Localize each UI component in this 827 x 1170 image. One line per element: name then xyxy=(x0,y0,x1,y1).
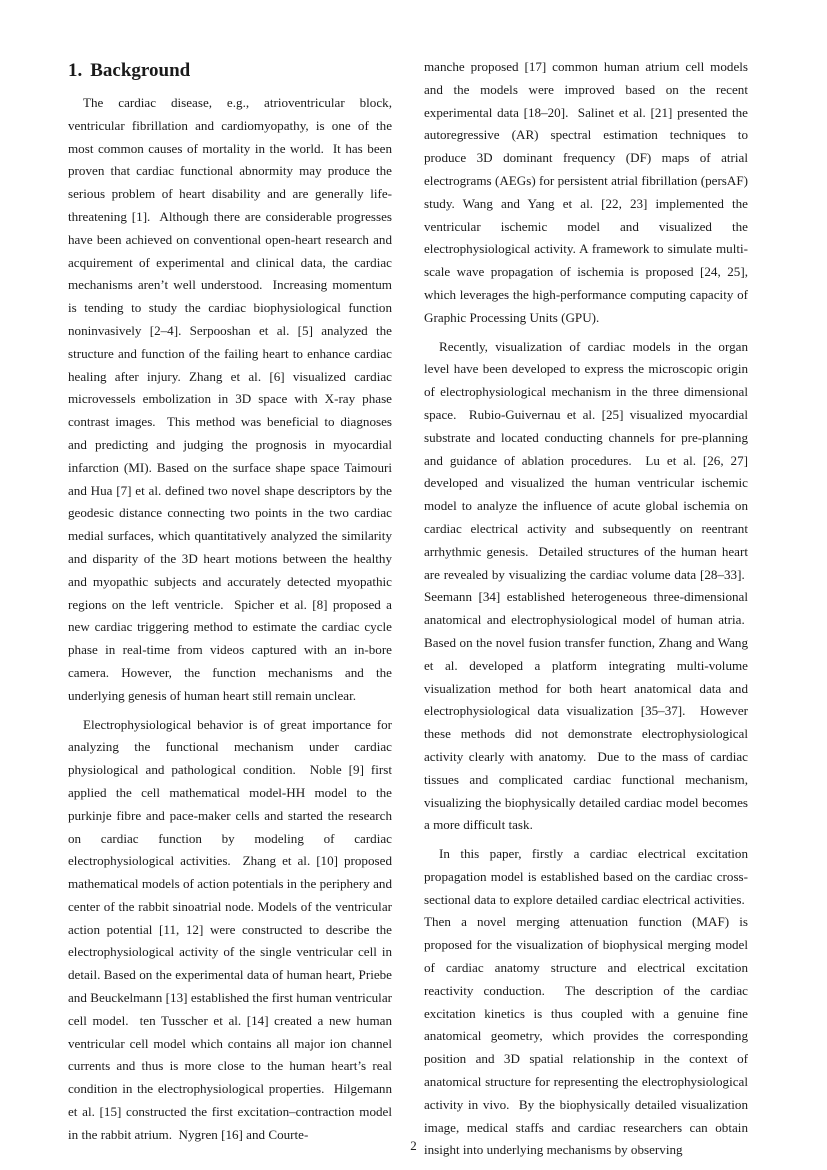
section-heading xyxy=(68,58,392,84)
section-number: 1. xyxy=(68,60,83,81)
paragraph: In this paper, firstly a cardiac electrical excitation propagation model is established based on the cardiac cross-sectional data to explore detailed cardiac electrical activities. Then a novel merging attenuation function (MAF) is proposed for the visualization of biophysical merging model of cardiac anatomy structure and electrical excitation reactivity conduction. The description of the cardiac excitation kinetics is thus coupled with a genuine fine anatomical geometry, which provides the corresponding position and 3D spatial relationship in the context of anatomical structure for representing the electrophysiological activity in vivo. By the biophysically detailed visualization image, medical staffs and cardiac researchers can obtain insight into underlying mechanisms by observing xyxy=(424,846,748,1158)
left-column xyxy=(68,56,392,1153)
section-title: Background xyxy=(90,60,191,81)
paragraph: The cardiac disease, e.g., atrioventricular block, ventricular fibrillation and cardiomyopathy, is one of the most common causes of mortality in the world. It has been proven that cardiac functional abnormity may produce the serious problem of heart disability and are generally life-threatening [1]. Although there are considerable progresses have been achieved on conventional open-heart research and acquirement of experimental and clinical data, the cardiac mechanisms aren’t well understood. Increasing momentum is tending to study the cardiac biophysiological function noninvasively [2–4]. Serpooshan et al. [5] analyzed the structure and function of the failing heart to enhance cardiac healing after injury. Zhang et al. [6] visualized cardiac microvessels embolization in 3D space with X-ray phase contrast images. This method was beneficial to diagnoses and predicting and judging the prognosis in myocardial infarction (MI). Based on the surface shape space Taimouri and Hua [7] et al. defined two novel shape descriptors by the geodesic distance connecting two points in the two cardiac medial surfaces, which quantitatively analyzed the similarity and disparity of the 3D heart motions between the healthy and myopathic subjects and accurately detected myopathic regions on the left ventricle. Spicher et al. [8] proposed a new cardiac triggering method to estimate the cardiac cycle phase in real-time from videos captured with an in-bore camera. However, the function mechanisms and the underlying genesis of human heart still remain unclear. xyxy=(68,95,392,703)
paragraph-continued: manche proposed [17] common human atrium cell models and the models were improved based on the recent experimental data [18–20]. Salinet et al. [21] presented the autoregressive (AR) spectral estimation techniques to produce 3D dominant frequency (DF) maps of atrial electrograms (AEGs) for persistent atrial fibrillation (persAF) study. Wang and Yang et al. [22, 23] implemented the ventricular ischemic model and visualized the electrophysiological activity. A framework to simulate multi-scale wave propagation of ischemia is proposed [24, 25], which leverages the high-performance computing capacity of Graphic Processing Units (GPU). xyxy=(424,59,748,325)
paragraph: Electrophysiological behavior is of great importance for analyzing the functional mechanism under cardiac physiological and pathological condition. Noble [9] first applied the cell mathematical model-HH model to the purkinje fibre and pace-maker cells and started the research on cardiac function by modeling of cardiac electrophysiological activities. Zhang et al. [10] proposed mathematical models of action potentials in the periphery and center of the rabbit sinoatrial node. Models of the ventricular action potential [11, 12] were constructed to describe the electrophysiological activity of the single ventricular cell in detail. Based on the experimental data of human heart, Priebe and Beuckelmann [13] established the first human ventricular cell model. ten Tusscher et al. [14] created a new human ventricular cell model which contains all major ion channel currents and thus is more close to the human heart’s real condition in the electrophysiological properties. Hilgemann et al. [15] constructed the first excitation–contraction model in the rabbit atrium. Nygren [16] and Courte- xyxy=(68,716,392,1142)
right-column xyxy=(424,56,748,1168)
paragraph: Recently, visualization of cardiac models in the organ level have been developed to express the microscopic origin of electrophysiological mechanism in the three dimensional space. Rubio-Guivernau et al. [25] visualized myocardial substrate and located conducting channels for pre-planning and guidance of ablation procedures. Lu et al. [26, 27] developed and visualized the human ventricular ischemic model to analyze the influence of acute global ischemia on cardiac electrical activity and subsequently on reentrant arrhythmic genesis. Detailed structures of the human heart are revealed by visualizing the cardiac volume data [28–33]. Seemann [34] established heterogeneous three-dimensional anatomical and electrophysiological model of human atria. Based on the novel fusion transfer function, Zhang and Wang et al. developed a platform integrating multi-volume visualization method for both heart anatomical data and electrophysiological data visualization [35–37]. However these methods did not demonstrate electrophysiological activity clearly with anatomy. Due to the mass of cardiac tissues and complicated cardiac functional mechanism, visualizing the biophysically detailed cardiac model becomes a more difficult task. xyxy=(424,338,748,833)
page-number: 2 xyxy=(410,1138,417,1153)
